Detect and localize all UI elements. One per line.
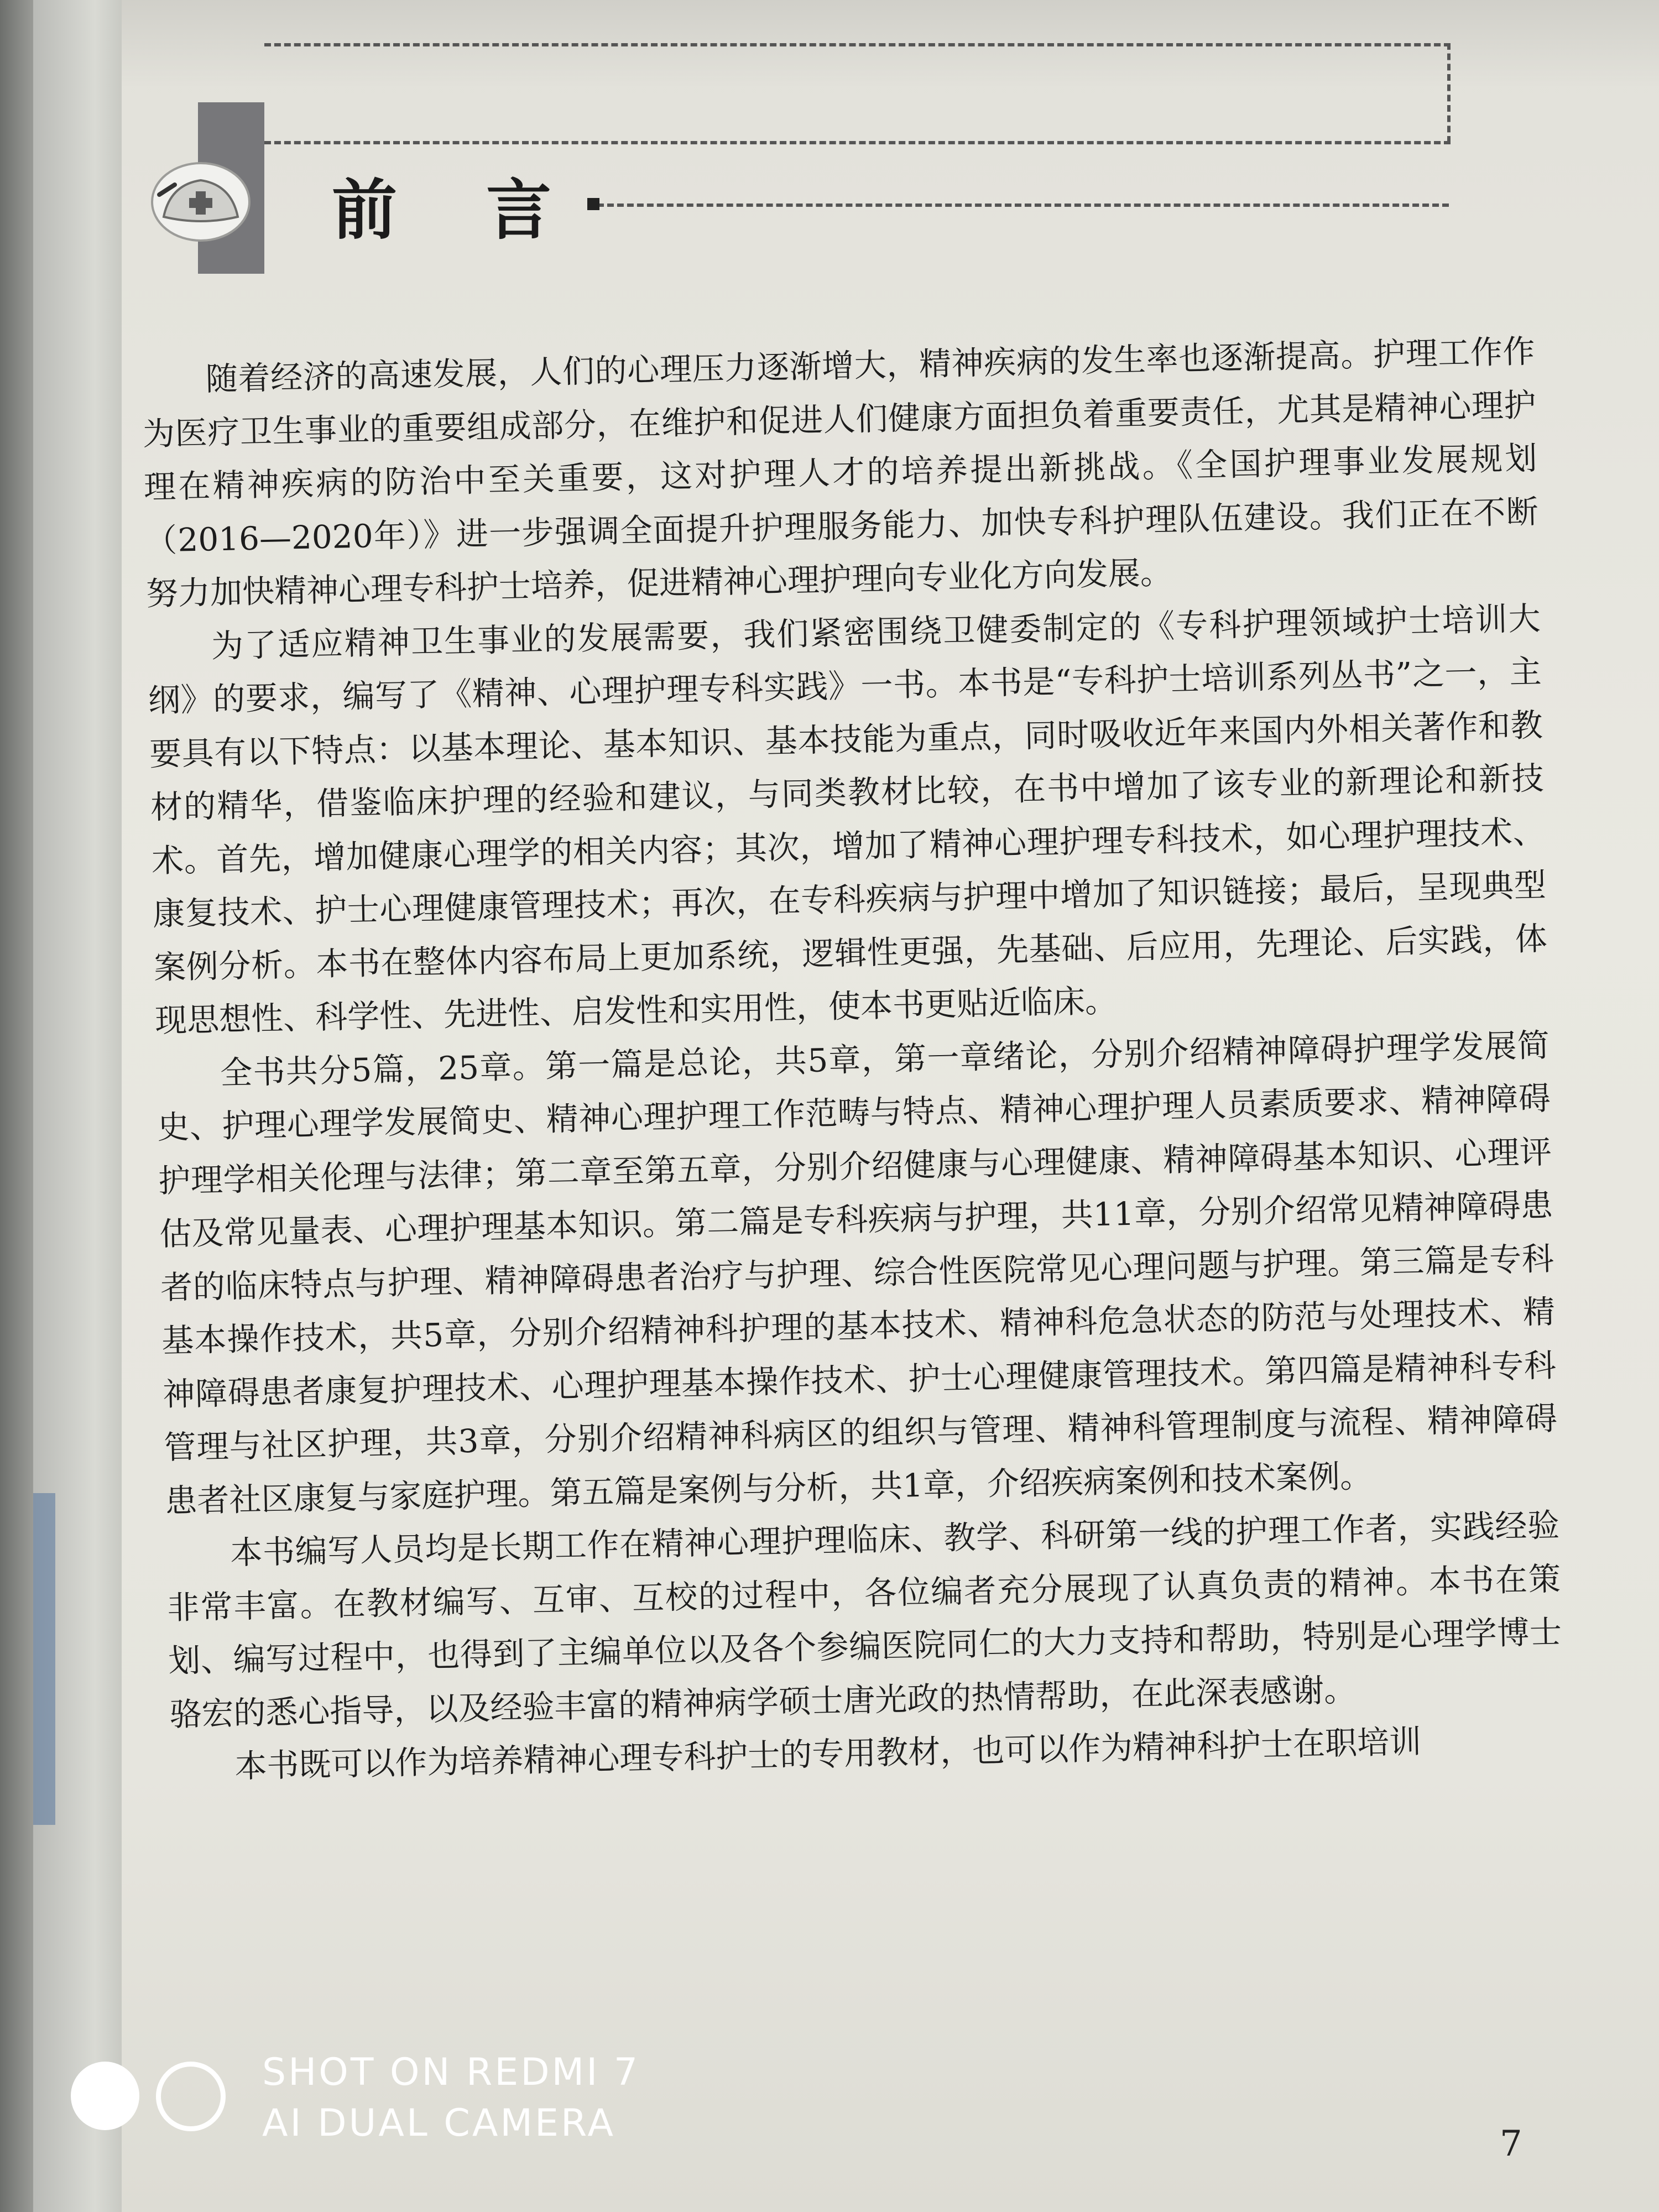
nurse-cap-icon — [148, 155, 253, 243]
paragraph: 随着经济的高速发展，人们的心理压力逐渐增大，精神疾病的发生率也逐渐提高。护理工作作为医疗卫生事业的重要组成部分，在维护和促进人们健康方面担负着重要责任，尤其是精神心理护理在精神疾病的防治中至关重要，这对护理人才的培养提出新挑战。《全国护理事业发展规划（2016—2020年）》进一步强调全面提升护理服务能力、加快专科护理队伍建设。我们正在不断努力加快精神心理专科护士培养，促进精神心理护理向专业化方向发展。 — [142, 332, 1539, 613]
watermark-line: AI DUAL CAMERA — [262, 2101, 615, 2145]
header-dashed-line — [264, 43, 1451, 46]
paragraph: 本书既可以作为培养精神心理专科护士的专用教材，也可以作为精神科护士在职培训 — [234, 1723, 1422, 1786]
facing-page-edge — [33, 0, 122, 2212]
page-number: 7 — [1500, 2124, 1522, 2164]
header-dashed-line — [264, 141, 1451, 144]
camera-lens-icon — [156, 2062, 226, 2131]
header-dashed-line — [1447, 43, 1451, 143]
paragraph: 全书共分5篇，25章。第一篇是总论，共5章，第一章绪论，分别介绍精神障碍护理学发展简史、护理心理学发展简史、精神心理护理工作范畴与特点、精神心理护理人员素质要求、精神障碍护理学相关伦理与法律；第二章至第五章，分别介绍健康与心理健康、精神障碍基本知识、心理评估及常见量表、心理护理基本知识。第二篇是专科疾病与护理，共11章，分别介绍常见精神障碍患者的临床特点与护理、精神障碍患者治疗与护理、综合性医院常见心理问题与护理。第三篇是专科基本操作技术，共5章，分别介绍精神科护理的基本技术、精神科危急状态的防范与处理技术、精神障碍患者康复护理技术、心理护理基本操作技术、护士心理健康管理技术。第四篇是精神科专科管理与社区护理，共3章，分别介绍精神科病区的组织与管理、精神科管理制度与流程、精神障碍患者社区康复与家庭护理。第五篇是案例与分析，共1章，介绍疾病案例和技术案例。 — [156, 1026, 1558, 1520]
watermark-line: SHOT ON REDMI 7 — [262, 2051, 640, 2094]
camera-lens-icon — [71, 2062, 139, 2130]
paragraph: 本书编写人员均是长期工作在精神心理护理临床、教学、科研第一线的护理工作者，实践经验非常丰富。在教材编写、互审、互校的过程中，各位编者充分展现了认真负责的精神。本书在策划、编写过程中，也得到了主编单位以及各个参编医院同仁的大力支持和帮助，特别是心理学博士骆宏的悉心指导，以及经验丰富的精神病学硕士唐光政的热情帮助，在此深表感谢。 — [166, 1506, 1562, 1733]
header-dashed-line — [597, 204, 1449, 207]
blue-edge-strip — [33, 1493, 55, 1825]
body-text — [141, 325, 1564, 1794]
page-title: 前 言 — [332, 171, 585, 248]
paragraph: 为了适应精神卫生事业的发展需要，我们紧密围绕卫健委制定的《专科护理领域护士培训大纲》的要求，编写了《精神、心理护理专科实践》一书。本书是“专科护士培训系列丛书”之一，主要具有以下特点：以基本理论、基本知识、基本技能为重点，同时吸收近年来国内外相关著作和教材的精华，借鉴临床护理的经验和建议，与同类教材比较，在书中增加了该专业的新理论和新技术。首先，增加健康心理学的相关内容；其次，增加了精神心理护理专科技术，如心理护理技术、康复技术、护士心理健康管理技术；再次，在专科疾病与护理中增加了知识链接；最后，呈现典型案例分析。本书在整体内容布局上更加系统，逻辑性更强，先基础、后应用，先理论、后实践，体现思想性、科学性、先进性、启发性和实用性，使本书更贴近临床。 — [148, 599, 1548, 1040]
header-bullet — [587, 198, 599, 210]
book-spine-edge — [0, 0, 33, 2212]
